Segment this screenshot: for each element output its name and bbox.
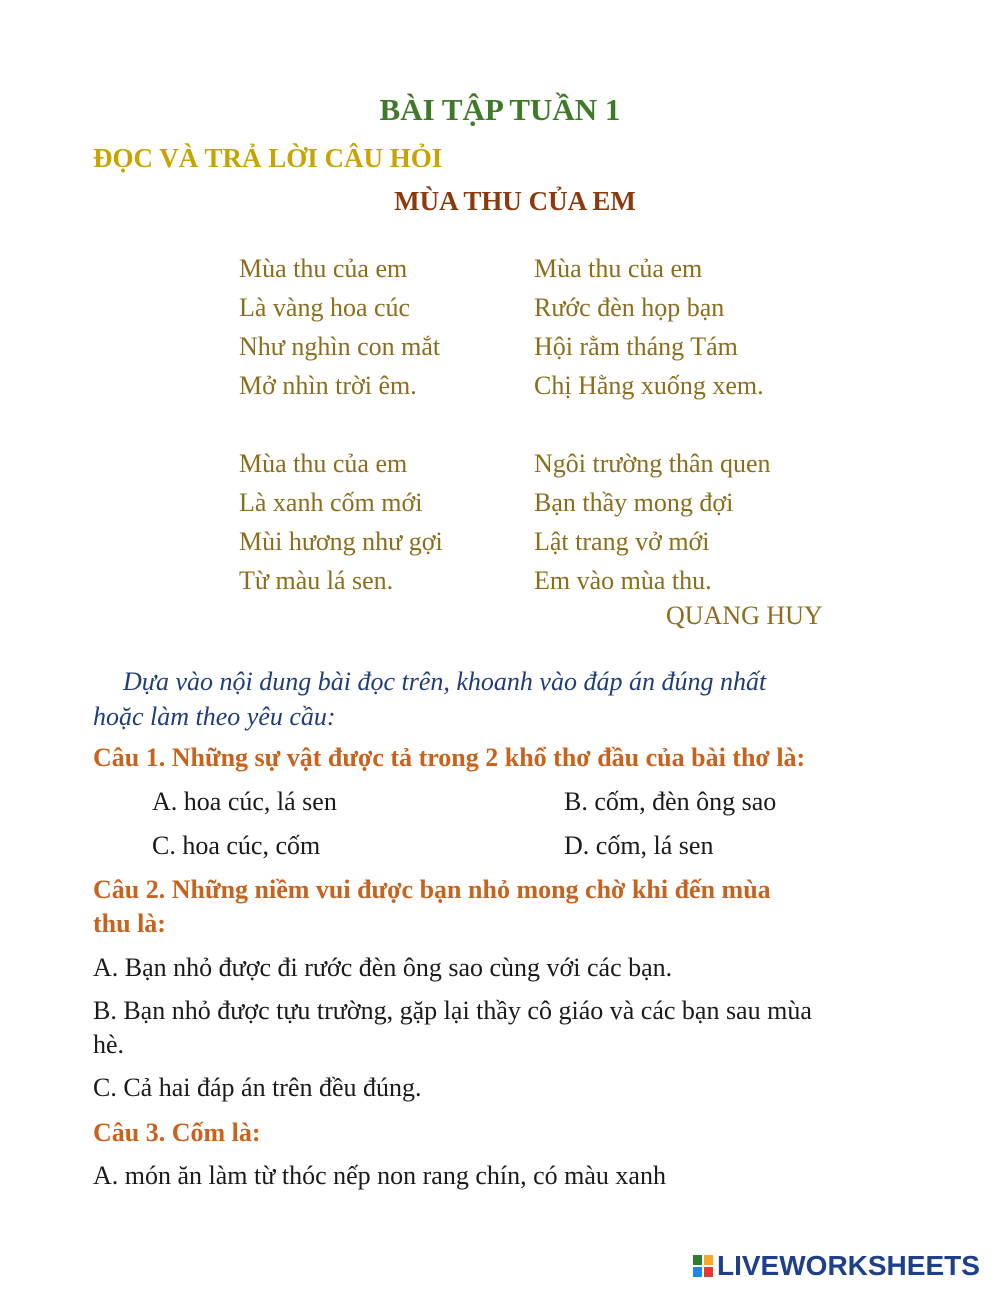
logo-text: LIVEWORKSHEETS (717, 1250, 980, 1281)
question-1-title: Câu 1. Những sự vật được tả trong 2 khổ thơ đầu của bài thơ là: (93, 743, 806, 772)
question-1-option-c[interactable]: C. hoa cúc, cốm (152, 831, 321, 860)
logo-square (693, 1255, 702, 1265)
poem-right-column (534, 249, 771, 600)
instruction-line: Dựa vào nội dung bài đọc trên, khoanh vào đáp án đúng nhất (123, 667, 767, 696)
poem-line: Từ màu lá sen. (239, 566, 394, 595)
poem-line: Mở nhìn trời êm. (239, 371, 417, 400)
poem-line: Mùa thu của em (239, 254, 408, 283)
question-3-option-a[interactable]: A. món ăn làm từ thóc nếp non rang chín, có màu xanh (93, 1161, 666, 1190)
poem-left-column (239, 249, 443, 600)
question-2-option-a[interactable]: A. Bạn nhỏ được đi rước đèn ông sao cùng với các bạn. (93, 953, 673, 982)
poem-line: Như nghìn con mắt (239, 332, 441, 361)
section-heading: ĐỌC VÀ TRẢ LỜI CÂU HỎI (93, 143, 443, 173)
liveworksheets-logo (693, 1250, 980, 1282)
poem-line: Lật trang vở mới (534, 527, 710, 556)
poem-line: Rước đèn họp bạn (534, 293, 725, 322)
question-2-option-c[interactable]: C. Cả hai đáp án trên đều đúng. (93, 1073, 422, 1102)
question-1-option-d[interactable]: D. cốm, lá sen (564, 831, 714, 860)
question-2-title-cont: thu là: (93, 909, 166, 938)
question-2-option-b[interactable]: B. Bạn nhỏ được tựu trường, gặp lại thầy cô giáo và các bạn sau mùa (93, 996, 812, 1025)
poem-line: Em vào mùa thu. (534, 566, 712, 595)
logo-mark-icon (693, 1255, 713, 1277)
question-3-title: Câu 3. Cốm là: (93, 1118, 261, 1147)
poem-line: Chị Hằng xuống xem. (534, 371, 764, 400)
poem-author: QUANG HUY (666, 601, 823, 630)
question-2-option-b-cont[interactable]: hè. (93, 1030, 125, 1059)
poem-line: Ngôi trường thân quen (534, 449, 771, 478)
instruction-line: hoặc làm theo yêu cầu: (93, 702, 336, 731)
logo-square (693, 1267, 702, 1277)
poem-line: Mùa thu của em (534, 254, 703, 283)
question-2-title: Câu 2. Những niềm vui được bạn nhỏ mong chờ khi đến mùa (93, 875, 771, 904)
poem-line: Là xanh cốm mới (239, 488, 423, 517)
poem-line: Hội rằm tháng Tám (534, 332, 738, 361)
question-1-option-a[interactable]: A. hoa cúc, lá sen (152, 787, 337, 816)
instruction (93, 664, 893, 734)
logo-square (704, 1267, 713, 1277)
question-1-option-b[interactable]: B. cốm, đèn ông sao (564, 787, 777, 816)
poem-title: MÙA THU CỦA EM (394, 186, 636, 216)
logo-square (704, 1255, 713, 1265)
poem-line: Mùa thu của em (239, 449, 408, 478)
poem-line: Là vàng hoa cúc (239, 293, 411, 322)
poem-line: Bạn thầy mong đợi (534, 488, 734, 517)
page-title: BÀI TẬP TUẦN 1 (379, 92, 621, 127)
poem-line: Mùi hương như gợi (239, 527, 443, 556)
